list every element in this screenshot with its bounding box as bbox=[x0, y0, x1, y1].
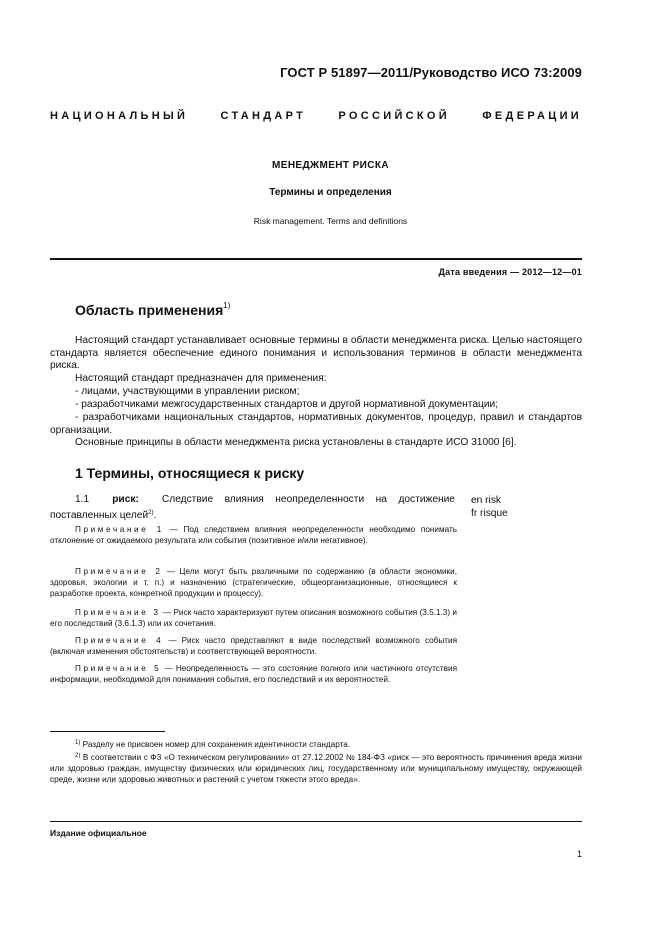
note bbox=[50, 663, 457, 685]
term-definition-end: . bbox=[153, 509, 157, 521]
footer-divider bbox=[50, 821, 582, 822]
title-divider bbox=[50, 258, 582, 260]
footnote-divider bbox=[50, 731, 165, 732]
document-subtitle: Термины и определения bbox=[269, 187, 392, 198]
note bbox=[50, 524, 457, 546]
scope-paragraph bbox=[50, 373, 582, 386]
note-label: Примечание 5 bbox=[75, 664, 162, 673]
note-label: Примечание 2 bbox=[75, 567, 163, 576]
document-title: МЕНЕДЖМЕНТ РИСКА bbox=[272, 160, 389, 171]
scope-heading bbox=[75, 301, 230, 318]
paragraph-text: - разработчиками национальных стандартов, нормативных документов, процедур, правил и стандартов организации. bbox=[50, 412, 582, 436]
term-entry bbox=[50, 494, 455, 522]
term-definition: Следствие влияния неопределенности на достижение поставленных целей bbox=[50, 494, 455, 521]
scope-list-item bbox=[50, 399, 582, 412]
note-text: — Риск часто характеризуют путем описания возможного события (3.5.1.3) и его последствий (3.6.1.3) или их сочетания. bbox=[50, 608, 458, 628]
footnote-mark: 1) bbox=[75, 740, 81, 746]
effective-date: Дата введения — 2012—12—01 bbox=[438, 267, 582, 277]
paragraph-text: - разработчиками межгосударственных стандартов и другой нормативной документации; bbox=[75, 399, 499, 410]
translation-fr: fr risque bbox=[471, 508, 508, 519]
note bbox=[50, 566, 457, 599]
term-number: 1.1 bbox=[75, 494, 90, 505]
footnote-text: Разделу не присвоен номер для сохранения идентичности стандарта. bbox=[82, 740, 351, 749]
note bbox=[50, 607, 457, 629]
note bbox=[50, 635, 457, 657]
edition-label: Издание официальное bbox=[50, 828, 147, 838]
note-text: — Риск часто представляют в виде последствий возможного события (включая изменения обстоятельств) и соответствующей вероятности. bbox=[50, 636, 458, 656]
footnote bbox=[50, 738, 582, 750]
footnote-text: В соответствии с ФЗ «О техническом регулировании» от 27.12.2002 № 184-ФЗ «риск — это вероятность причинения вреда жизни или здоровью граждан, имуществу физических или юридических лиц, государственному или муниципальному имуществу, окружающей среде, жизни или здоровью животных и растений с учетом тяжести этого вреда». bbox=[50, 753, 582, 784]
translation-en: en risk bbox=[471, 495, 502, 506]
term-word: риск: bbox=[112, 494, 139, 505]
footnote bbox=[50, 751, 582, 785]
scope-paragraph bbox=[50, 335, 582, 373]
paragraph-text: Настоящий стандарт устанавливает основные термины в области менеджмента риска. Целью настоящего стандарта является обеспечение единого понимания и использования терминов в области менеджмента риска. bbox=[50, 335, 582, 371]
standard-code: ГОСТ Р 51897—2011/Руководство ИСО 73:2009 bbox=[280, 65, 582, 80]
footnote-mark: 2) bbox=[75, 753, 81, 759]
english-title: Risk management. Terms and definitions bbox=[253, 216, 408, 226]
note-text: — Неопределенность — это состояние полного или частичного отсутствия информации, необходимой для понимания события, его последствий и их вероятностей. bbox=[50, 664, 458, 684]
footnote-mark: 2) bbox=[148, 509, 154, 516]
note-text: — Цели могут быть различными по содержанию (в области экономики, здоровья, экологии и т. п.) и назначению (стратегические, общеорганизационные, относящиеся к разработке проекта, конкретной продукции и процессу). bbox=[50, 567, 457, 598]
banner-word: СТАНДАРТ bbox=[220, 110, 307, 122]
note-label: Примечание 4 bbox=[75, 636, 164, 645]
paragraph-text: Настоящий стандарт предназначен для применения: bbox=[75, 373, 327, 384]
paragraph-text: - лицами, участвующими в управлении риском; bbox=[75, 386, 300, 397]
section-heading: 1 Термины, относящиеся к риску bbox=[75, 465, 305, 481]
scope-list-item bbox=[50, 412, 582, 437]
scope-list-item bbox=[50, 386, 582, 399]
banner-word: НАЦИОНАЛЬНЫЙ bbox=[50, 110, 189, 122]
scope-heading-text: Область применения bbox=[75, 302, 224, 318]
page-number: 1 bbox=[576, 849, 582, 859]
national-standard-banner bbox=[50, 110, 582, 122]
banner-word: ФЕДЕРАЦИИ bbox=[482, 110, 582, 122]
note-label: Примечание 3 bbox=[75, 608, 161, 617]
paragraph-text: Основные принципы в области менеджмента риска установлены в стандарте ИСО 31000 [6]. bbox=[75, 437, 517, 448]
note-label: Примечание 1 bbox=[75, 525, 164, 534]
scope-paragraph bbox=[50, 437, 582, 450]
footnote-mark: 1) bbox=[223, 301, 231, 310]
note-text: — Под следствием влияния неопределенности необходимо понимать отклонение от ожидаемого результата или события (позитивное и/или негативное). bbox=[50, 525, 457, 545]
banner-word: РОССИЙСКОЙ bbox=[338, 110, 450, 122]
